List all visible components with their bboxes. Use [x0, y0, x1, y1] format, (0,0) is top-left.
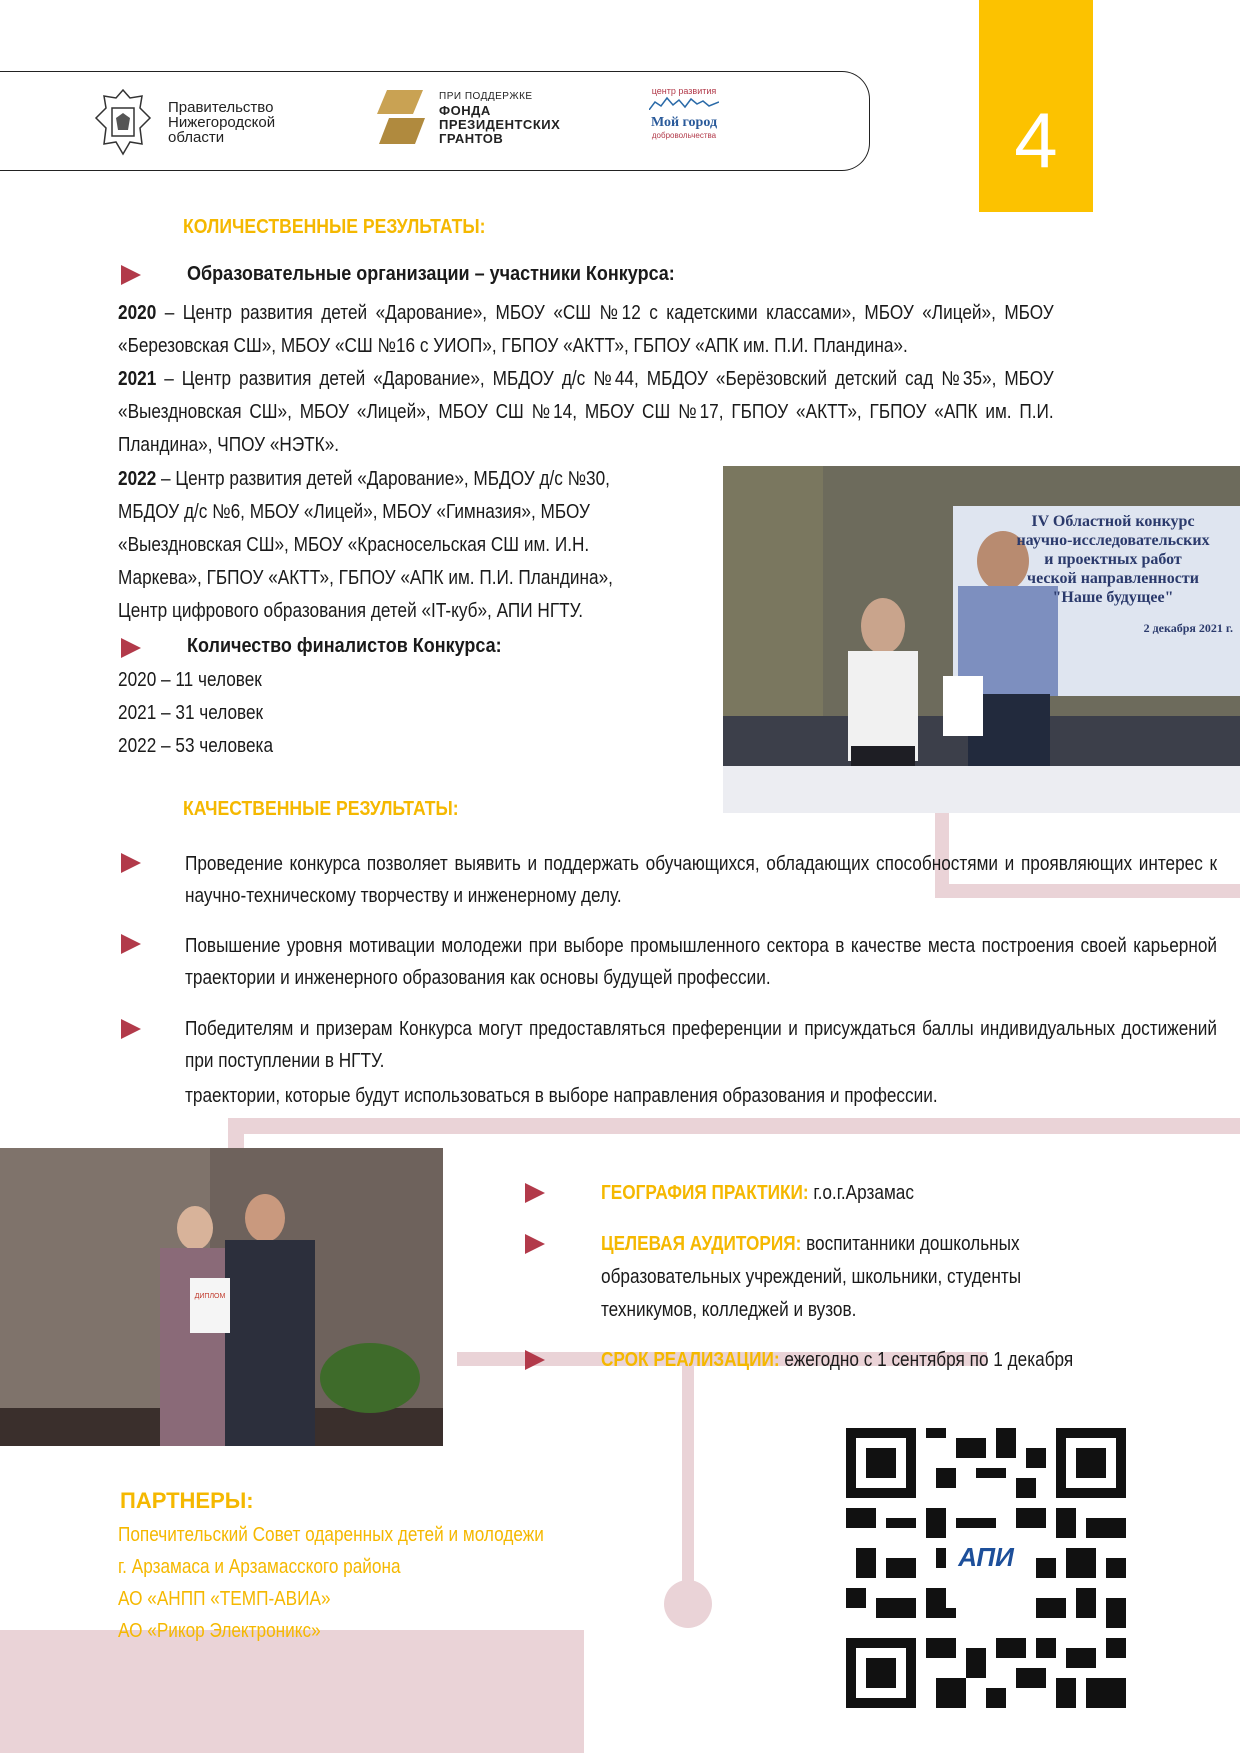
arrow-bullet-icon	[525, 1183, 545, 1203]
year-2022-line: Маркева», ГБПОУ «АКТТ», ГБПОУ «АПК им. П.И. Пландина»,	[118, 567, 613, 589]
geo-item	[601, 1177, 914, 1210]
finalists-item: 2020 – 11 человек	[118, 669, 262, 691]
qual-bullet-2: Повышение уровня мотивации молодежи при выборе промышленного сектора в качестве места построения своей карьерной траектории и инженерного образования как основы будущей профессии.	[185, 935, 1217, 989]
arrow-bullet-icon	[525, 1350, 545, 1370]
arrow-bullet-icon	[525, 1234, 545, 1254]
slide-line: 2 декабря 2021 г.	[1143, 621, 1233, 635]
slide-line: IV Областной конкурс	[1031, 513, 1195, 530]
slide-line: "Наше будущее"	[1052, 589, 1174, 606]
fund-emblem-icon	[373, 88, 429, 148]
orgs-title: Образовательные организации – участники Конкурса:	[187, 263, 675, 285]
page-number-tab	[979, 0, 1093, 212]
partner-line: АО «Рикор Электроникс»	[118, 1620, 321, 1642]
arrow-bullet-icon	[121, 1019, 141, 1039]
fund-logo	[373, 88, 560, 148]
city-logo	[642, 86, 726, 156]
slide-text	[973, 512, 1240, 638]
finalists-title: Количество финалистов Конкурса:	[187, 635, 502, 657]
year-label: 2020	[118, 302, 157, 324]
page-number: 4	[1014, 96, 1058, 184]
arrow-bullet-icon	[121, 638, 141, 658]
fund-name-line: ПРЕЗИДЕНТСКИХ	[439, 117, 561, 132]
audience-line	[601, 1228, 1021, 1261]
year-label: 2021	[118, 368, 157, 390]
qual-bullet-1: Проведение конкурса позволяет выявить и поддержать обучающихся, обладающих способностями и проявляющих интерес к научно-техническому творчеству и инженерному делу.	[185, 853, 1217, 907]
city-logo-main: Мой город	[650, 115, 718, 130]
partner-line: г. Арзамаса и Арзамасского района	[118, 1556, 401, 1578]
term-value: ежегодно с 1 сентября по 1 декабря	[779, 1349, 1074, 1371]
award-photo-2	[0, 1148, 443, 1446]
arrow-bullet-icon	[121, 934, 141, 954]
deco-circle	[664, 1580, 712, 1628]
year-2022-line: «Выездновская СШ», МБОУ «Красносельская СШ им. И.Н.	[118, 534, 590, 556]
fund-name-line: ФОНДА	[439, 103, 491, 118]
year-label: 2022	[118, 468, 157, 490]
qr-code[interactable]	[846, 1428, 1126, 1708]
award-photo-2-image	[0, 1148, 443, 1446]
year-text: – Центр развития детей «Дарование», МБОУ «СШ №12 с кадетскими классами», МБОУ «Лицей», МБОУ «Березовская СШ», МБОУ «СШ №16 с УИОП», ГБПОУ «АКТТ», ГБПОУ «АПК им. П.И. Пландина».	[118, 302, 1054, 357]
year-text: – Центр развития детей «Дарование», МБДОУ д/с №44, МБДОУ «Берёзовский детский сад №35», МБОУ «Выездновская СШ», МБОУ «Лицей», МБОУ СШ №14, МБОУ СШ №17, ГБПОУ «АКТТ», ГБПОУ «АПК им. П.И. Пландина», ЧПОУ «НЭТК».	[118, 368, 1054, 456]
deco-line	[682, 1352, 694, 1602]
fund-support-label: ПРИ ПОДДЕРЖКЕ	[439, 91, 533, 102]
year-2022-line	[118, 463, 613, 496]
audience-line: техникумов, колледжей и вузов.	[601, 1299, 857, 1321]
city-skyline-icon	[649, 96, 719, 110]
gov-logo-line: Правительство	[168, 98, 274, 116]
slide-line: и проектных работ	[1044, 551, 1182, 568]
coat-of-arms-icon	[90, 88, 156, 156]
qual-bullet-3-extra: траектории, которые будут использоваться в выборе направления образования и профессии.	[185, 1085, 938, 1107]
arrow-bullet-icon	[121, 853, 141, 873]
qual-bullet-3: Победителям и призерам Конкурса могут предоставляться преференции и присуждаться баллы индивидуальных достижений при поступлении в НГТУ.	[185, 1018, 1217, 1072]
gov-logo-line: Нижегородской	[168, 113, 276, 131]
city-logo-bottom: добровольчества	[651, 131, 717, 140]
year-text: – Центр развития детей «Дарование», МБДОУ д/с №30,	[156, 468, 610, 490]
slide-line: научно-исследовательских	[1016, 532, 1210, 549]
audience-line: образовательных учреждений, школьники, студенты	[601, 1266, 1022, 1288]
finalists-item: 2021 – 31 человек	[118, 702, 264, 724]
finalists-item: 2022 – 53 человека	[118, 735, 274, 757]
geo-value: г.о.г.Арзамас	[808, 1182, 914, 1204]
qual-heading: КАЧЕСТВЕННЫЕ РЕЗУЛЬТАТЫ:	[183, 798, 459, 820]
term-item	[601, 1344, 1073, 1377]
year-2022-paragraph	[118, 463, 694, 628]
gov-logo	[90, 88, 275, 156]
term-label: СРОК РЕАЛИЗАЦИИ:	[601, 1349, 780, 1371]
partners-heading: ПАРТНЕРЫ:	[120, 1488, 254, 1513]
audience-label: ЦЕЛЕВАЯ АУДИТОРИЯ:	[601, 1233, 802, 1255]
slide-line: ческой направленности	[1027, 570, 1199, 587]
audience-item	[601, 1228, 1089, 1327]
geo-label: ГЕОГРАФИЯ ПРАКТИКИ:	[601, 1182, 809, 1204]
gov-logo-line: области	[168, 128, 225, 146]
year-2020-paragraph	[118, 297, 1054, 363]
partners-list	[118, 1519, 613, 1647]
audience-value: воспитанники дошкольных	[801, 1233, 1020, 1255]
award-photo-1	[723, 466, 1240, 813]
year-2021-paragraph	[118, 363, 1054, 462]
svg-text:ДИПЛОМ: ДИПЛОМ	[194, 1293, 226, 1300]
partner-line: АО «АНПП «ТЕМП-АВИА»	[118, 1588, 331, 1610]
deco-line	[228, 1118, 1240, 1134]
quant-heading: КОЛИЧЕСТВЕННЫЕ РЕЗУЛЬТАТЫ:	[183, 216, 486, 238]
qr-logo: АПИ	[958, 1542, 1014, 1572]
arrow-bullet-icon	[121, 265, 141, 285]
deco-block	[0, 1630, 584, 1753]
year-2022-line: Центр цифрового образования детей «IT-куб», АПИ НГТУ.	[118, 600, 584, 622]
fund-name-line: ГРАНТОВ	[439, 131, 504, 146]
partner-line: Попечительский Совет одаренных детей и молодежи	[118, 1524, 544, 1546]
year-2022-line: МБДОУ д/с №6, МБОУ «Лицей», МБОУ «Гимназия», МБОУ	[118, 501, 590, 523]
finalists-list	[118, 664, 298, 763]
city-logo-top: центр развития	[651, 86, 717, 96]
